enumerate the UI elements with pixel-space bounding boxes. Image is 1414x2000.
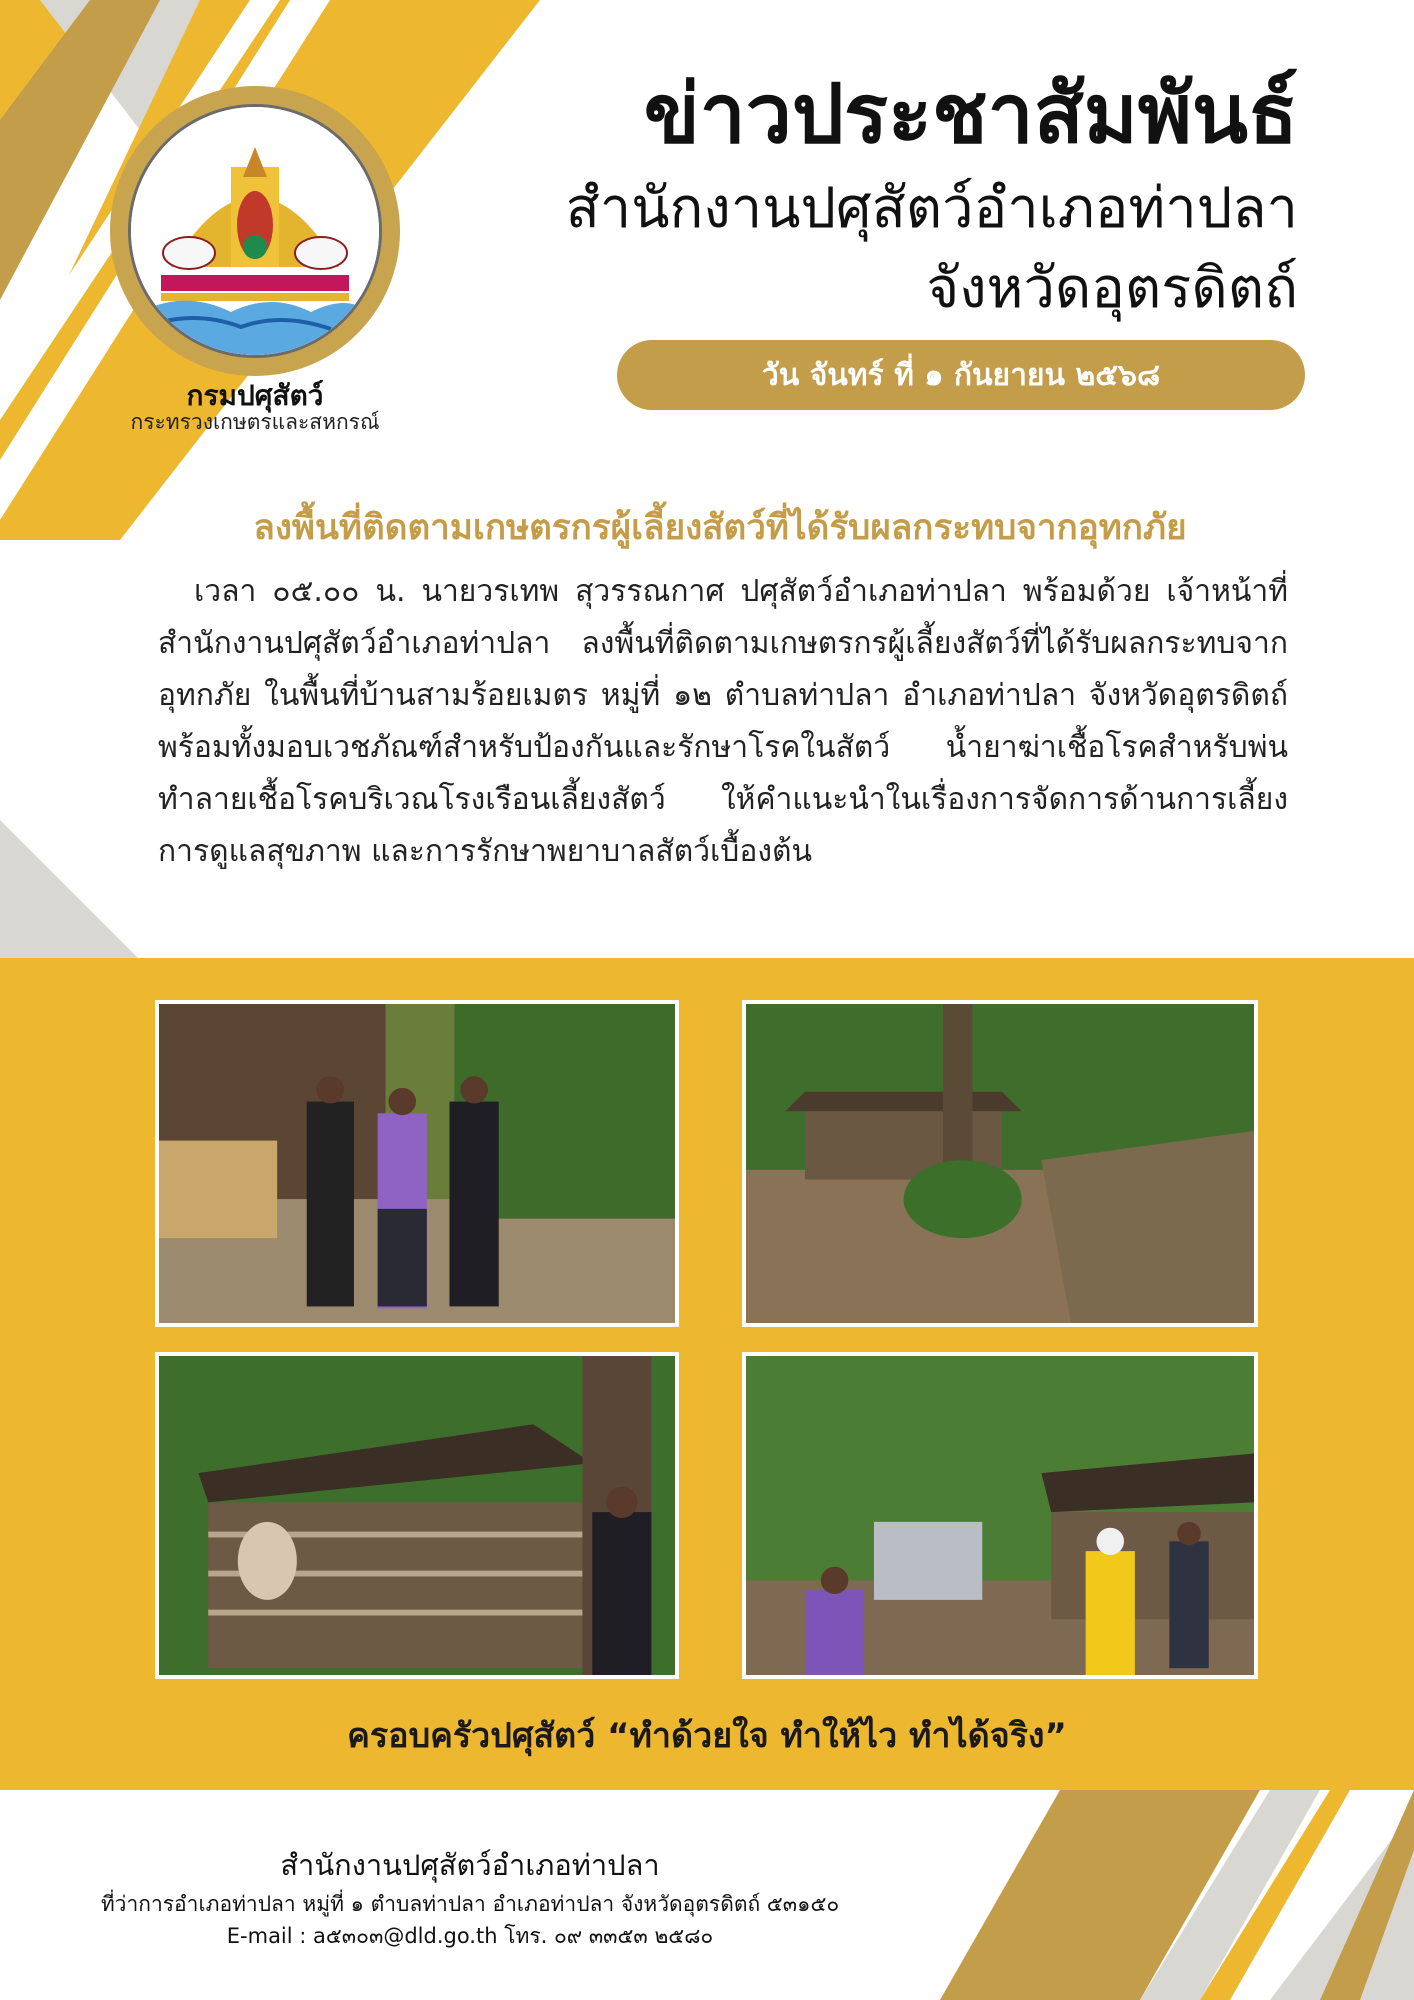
date-text: วัน จันทร์ ที่ ๑ กันยายน ๒๕๖๘ <box>761 357 1161 393</box>
photo-farmer-discussion <box>742 1352 1258 1679</box>
department-name: กรมปศุสัตว์ <box>186 379 324 412</box>
date-badge <box>617 340 1305 410</box>
slogan: ครอบครัวปศุสัตว์ “ทำด้วยใจ ทำให้ไว ทำได้จริง” <box>347 1716 1067 1756</box>
article-headline: ลงพื้นที่ติดตามเกษตรกรผู้เลี้ยงสัตว์ที่ได้รับผลกระทบจากอุทกภัย <box>253 508 1187 548</box>
ministry-name: กระทรวงเกษตรและสหกรณ์ <box>130 410 380 434</box>
photo-staff-handing-supplies <box>155 1000 679 1327</box>
province-name: จังหวัดอุตรดิตถ์ <box>926 256 1298 321</box>
bottom-right-decoration <box>940 1790 1414 2000</box>
article-body: เวลา ๐๕.๐๐ น. นายวรเทพ สุวรรณกาศ ปศุสัตว์อำเภอท่าปลา พร้อมด้วย เจ้าหน้าที่สำนักงานปศุสัตว์อำเภอท่าปลา ลงพื้นที่ติดตามเกษตรกรผู้เลี้ยงสัตว์ที่ได้รับผลกระทบจากอุทกภัย ในพื้นที่บ้านสามร้อยเมตร หมู่ที่ ๑๒ ตำบลท่าปลา อำเภอท่าปลา จังหวัดอุตรดิตถ์ พร้อมทั้งมอบเวชภัณฑ์สำหรับป้องกันและรักษาโรคในสัตว์ น้ำยาฆ่าเชื้อโรคสำหรับพ่นทำลายเชื้อโรคบริเวณโรงเรือนเลี้ยงสัตว์ ให้คำแนะนำในเรื่องการจัดการด้านการเลี้ยง การดูแลสุขภาพ และการรักษาพยาบาลสัตว์เบื้องต้น <box>158 574 1288 869</box>
footer-contact: E-mail : a๕๓๐๓@dld.go.th โทร. ๐๙ ๓๓๕๓ ๒๕๘๐ <box>226 1924 714 1948</box>
footer-address: ที่ว่าการอำเภอท่าปลา หมู่ที่ ๑ ตำบลท่าปลา อำเภอท่าปลา จังหวัดอุตรดิตถ์ ๕๓๑๕๐ <box>100 1892 840 1916</box>
page-title: ข่าวประชาสัมพันธ์ <box>643 67 1298 162</box>
photo-flooded-stream-barn <box>742 1000 1258 1327</box>
department-seal-icon <box>128 104 382 358</box>
office-name: สำนักงานปศุสัตว์อำเภอท่าปลา <box>565 176 1298 241</box>
footer-office-name: สำนักงานปศุสัตว์อำเภอท่าปลา <box>280 1848 660 1882</box>
photo-cattle-pen <box>155 1352 679 1679</box>
